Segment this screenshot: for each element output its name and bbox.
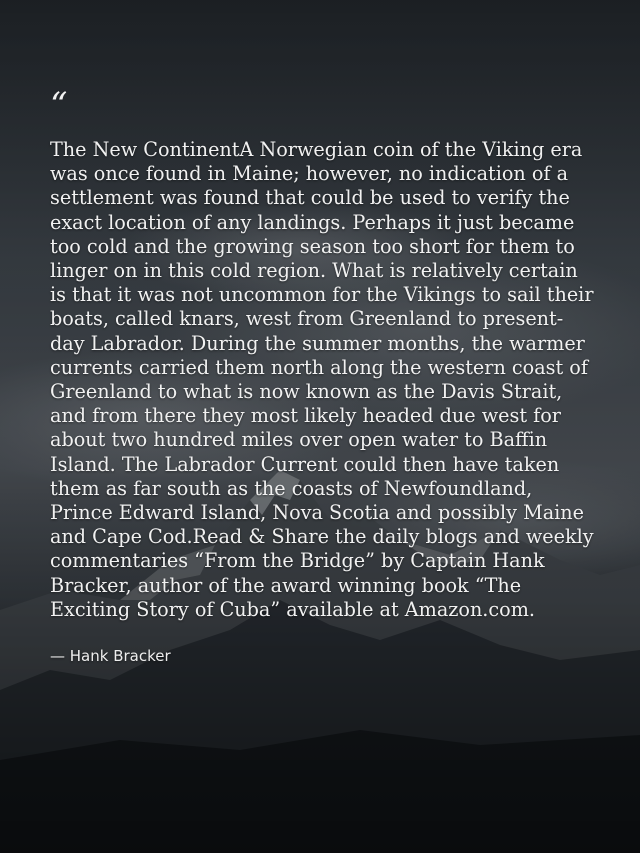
quote-author: — Hank Bracker [50, 647, 171, 666]
quote-mark-icon: “ [50, 85, 68, 125]
quote-card [50, 85, 595, 666]
quote-text: The New ContinentA Norwegian coin of the Viking era was once found in Maine; however, no indication of a settlement was found that could be used to verify the exact location of any landings. Perhaps it just became too cold and the growing season too short for them to linger on in this cold region. What is relatively certain is that it was not uncommon for the Vikings to sail their boats, called knars, west from Greenland to present-day Labrador. During the summer months, the warmer currents carried them north along the western coast of Greenland to what is now known as the Davis Strait, and from there they most likely headed due west for about two hundred miles over open water to Baffin Island. The Labrador Current could then have taken them as far south as the coasts of Newfoundland, Prince Edward Island, Nova Scotia and possibly Maine and Cape Cod.Read & Share the daily blogs and weekly commentaries “From the Bridge” by Captain Hank Bracker, author of the award winning book “The Exciting Story of Cuba” available at Amazon.com. [50, 138, 594, 621]
